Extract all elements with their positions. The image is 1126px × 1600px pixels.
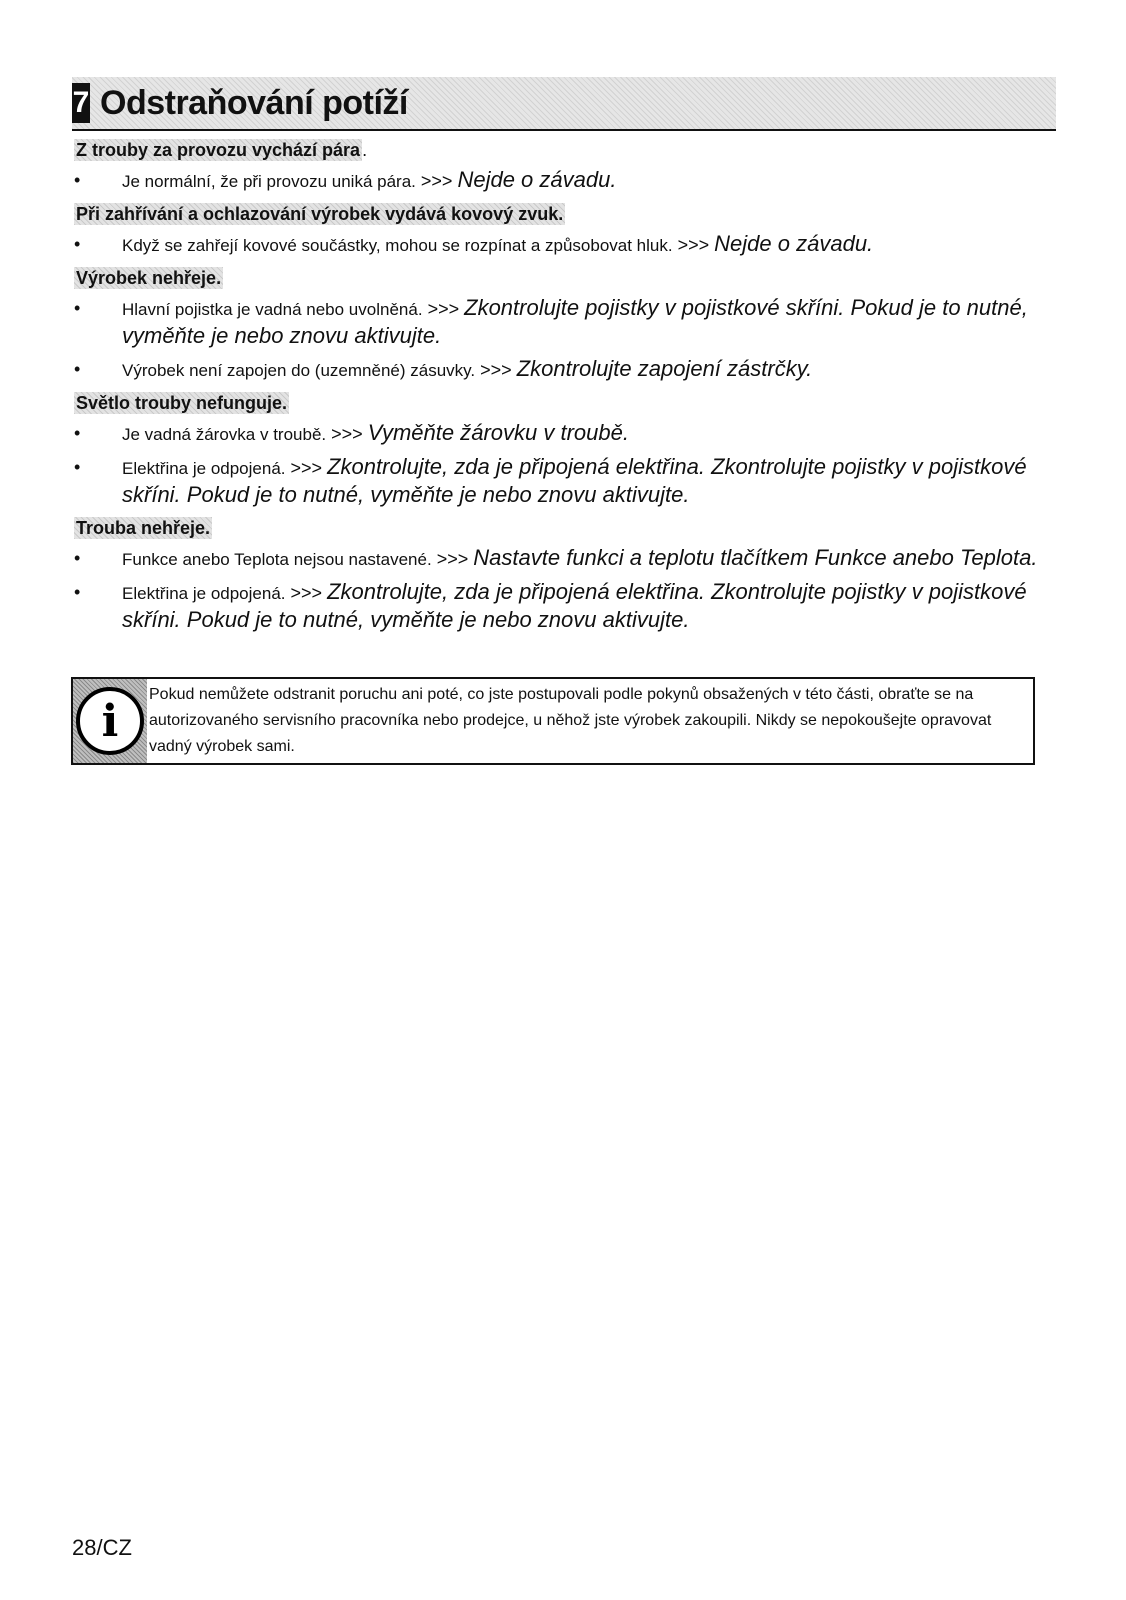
problem-items <box>74 545 1056 634</box>
arrow-separator: >>> <box>290 458 323 478</box>
list-item <box>74 420 1056 448</box>
remedy-text: Zkontrolujte, zda je připojená elektřina. Zkontrolujte pojistky v pojistkové skříni. Pokud je to nutné, vyměňte je nebo znovu aktivujte. <box>122 579 1027 632</box>
cause-text: Hlavní pojistka je vadná nebo uvolněná. <box>122 300 423 319</box>
info-icon-glyph: i <box>76 687 144 755</box>
list-item <box>74 231 1056 259</box>
problem-block <box>74 515 1056 634</box>
list-item <box>74 167 1056 195</box>
note-text: Pokud nemůžete odstranit poruchu ani poté, co jste postupovali podle pokynů obsažených v této části, obraťte se na autorizovaného servisního pracovníka nebo prodejce, u něhož jste výrobek zakoupili. Nikdy se nepokoušejte opravovat vadný výrobek sami. <box>149 686 992 755</box>
problem-block <box>74 265 1056 384</box>
section-number: 7 <box>72 83 90 123</box>
list-item <box>74 295 1056 350</box>
cause-text: Elektřina je odpojená. <box>122 459 286 478</box>
arrow-separator: >>> <box>427 299 460 319</box>
info-icon <box>73 679 147 763</box>
remedy-text: Vyměňte žárovku v troubě. <box>367 420 629 445</box>
arrow-separator: >>> <box>331 424 363 444</box>
remedy-text: Zkontrolujte, zda je připojená elektřina. Zkontrolujte pojistky v pojistkové skříni. Pokud je to nutné, vyměňte je nebo znovu aktivujte. <box>122 454 1027 507</box>
cause-text: Když se zahřejí kovové součástky, mohou se rozpínat a způsobovat hluk. <box>122 236 673 255</box>
problem-title: Při zahřívání a ochlazování výrobek vydává kovový zvuk. <box>76 204 564 224</box>
cause-text: Je vadná žárovka v troubě. <box>122 425 327 444</box>
problem-title: Světlo trouby nefunguje. <box>76 393 288 413</box>
problem-block <box>74 390 1056 509</box>
section-header <box>72 77 1056 131</box>
remedy-text: Nastavte funkci a teplotu tlačítkem Funkce anebo Teplota. <box>473 545 1038 570</box>
arrow-separator: >>> <box>290 583 323 603</box>
arrow-separator: >>> <box>420 171 453 191</box>
problem-items <box>74 231 1056 259</box>
list-item <box>74 356 1056 384</box>
list-item <box>74 545 1056 573</box>
remedy-text: Nejde o závadu. <box>714 231 874 256</box>
cause-text: Je normální, že při provozu uniká pára. <box>122 172 416 191</box>
arrow-separator: >>> <box>480 360 512 380</box>
problem-block <box>74 201 1056 259</box>
problem-items <box>74 420 1056 509</box>
arrow-separator: >>> <box>677 235 710 255</box>
cause-text: Funkce anebo Teplota nejsou nastavené. <box>122 550 432 569</box>
problem-title: Z trouby za provozu vychází pára <box>76 140 361 160</box>
problem-items <box>74 295 1056 384</box>
problem-items <box>74 167 1056 195</box>
remedy-text: Nejde o závadu. <box>457 167 617 192</box>
cause-text: Elektřina je odpojená. <box>122 584 286 603</box>
remedy-text: Zkontrolujte zapojení zástrčky. <box>516 356 813 381</box>
problem-title: Výrobek nehřeje. <box>76 268 222 288</box>
list-item <box>74 579 1056 634</box>
page-number: 28/CZ <box>72 1535 132 1560</box>
cause-text: Výrobek není zapojen do (uzemněné) zásuvky. <box>122 361 476 380</box>
problem-title: Trouba nehřeje. <box>76 518 211 538</box>
list-item <box>74 454 1056 509</box>
info-note <box>71 677 1035 765</box>
arrow-separator: >>> <box>436 549 469 569</box>
problem-title-suffix: . <box>362 140 368 160</box>
remedy-text: Zkontrolujte pojistky v pojistkové skříni. Pokud je to nutné, vyměňte je nebo znovu aktivujte. <box>122 295 1028 348</box>
problem-block <box>74 137 1056 195</box>
section-title: Odstraňování potíží <box>100 83 408 122</box>
troubleshooting-list <box>74 137 1056 640</box>
